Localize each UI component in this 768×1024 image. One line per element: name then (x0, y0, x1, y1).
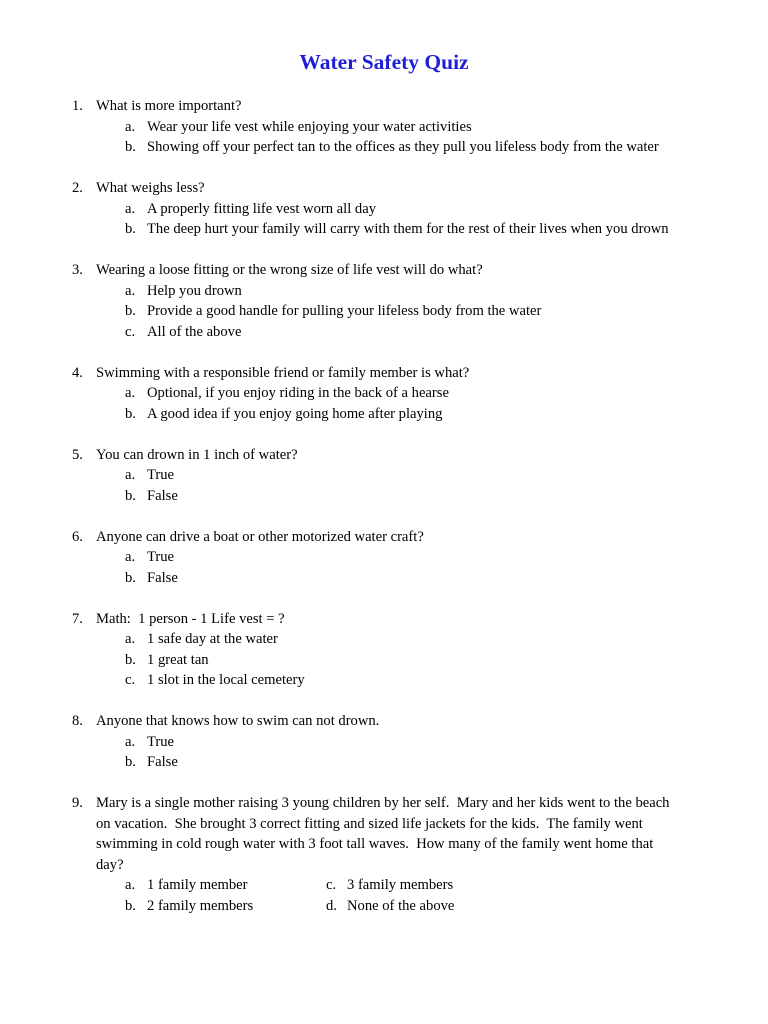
question-text-line: day? (96, 856, 124, 873)
option-text: A properly fitting life vest worn all day (147, 200, 376, 217)
quiz-title: Water Safety Quiz (299, 50, 469, 74)
answer-option (0, 219, 768, 240)
question-line (0, 260, 768, 281)
question-line (0, 814, 768, 835)
answer-option (0, 629, 768, 650)
question-line (0, 96, 768, 117)
option-letter: b. (125, 221, 136, 237)
question-text-line: on vacation. She brought 3 correct fitting and sized life jackets for the kids. The family went (96, 815, 643, 832)
option-letter: a. (125, 549, 136, 565)
option-text: False (147, 569, 178, 586)
question-1 (0, 96, 768, 158)
option-letter: b. (125, 651, 136, 668)
answer-option (0, 670, 768, 691)
option-text: True (147, 733, 175, 750)
option-text: Showing off your perfect tan to the offices as they pull you lifeless body from the water (147, 139, 659, 155)
answer-option (0, 322, 768, 343)
question-text: Anyone can drive a boat or other motorized water craft? (96, 528, 424, 545)
answer-option-row (0, 896, 768, 917)
question-text: You can drown in 1 inch of water? (96, 446, 298, 463)
option-text: All of the above (147, 323, 242, 340)
option-letter: a. (125, 467, 136, 483)
question-line (0, 855, 768, 876)
option-text: The deep hurt your family will carry with them for the rest of their lives when you drown (147, 221, 669, 237)
question-line (0, 527, 768, 548)
option-text: Wear your life vest while enjoying your water activities (147, 118, 472, 135)
answer-option (0, 465, 768, 486)
question-number: 3. (72, 262, 83, 278)
option-letter: a. (125, 200, 136, 217)
question-number: 6. (72, 528, 83, 545)
question-9 (0, 793, 768, 916)
answer-option (0, 547, 768, 568)
answer-option (0, 383, 768, 404)
option-letter: b. (125, 897, 136, 914)
option-text: None of the above (347, 897, 455, 914)
option-text: True (147, 549, 175, 565)
question-2 (0, 178, 768, 240)
answer-option (0, 301, 768, 322)
question-line (0, 363, 768, 384)
question-number: 1. (72, 98, 83, 114)
option-text: False (147, 754, 178, 770)
option-text: 3 family members (347, 877, 454, 893)
option-letter: b. (125, 405, 136, 422)
option-text: 2 family members (147, 897, 254, 914)
question-line (0, 711, 768, 732)
question-3 (0, 260, 768, 342)
option-letter: c. (125, 672, 136, 688)
question-line (0, 834, 768, 855)
answer-option (0, 650, 768, 671)
option-letter: a. (125, 118, 136, 135)
option-text: A good idea if you enjoy going home after playing (147, 405, 443, 422)
option-letter: a. (125, 733, 136, 750)
option-text: Provide a good handle for pulling your lifeless body from the water (147, 303, 542, 319)
question-5 (0, 445, 768, 507)
question-line (0, 178, 768, 199)
answer-option (0, 732, 768, 753)
question-number: 7. (72, 610, 83, 627)
option-letter: b. (125, 487, 136, 504)
answer-option (0, 486, 768, 507)
question-number: 2. (72, 180, 83, 196)
option-letter: a. (125, 282, 136, 299)
question-number: 5. (72, 446, 83, 463)
option-text: 1 safe day at the water (147, 631, 278, 647)
question-7 (0, 609, 768, 691)
option-letter: a. (125, 631, 136, 647)
answer-option (0, 117, 768, 138)
option-text: Help you drown (147, 282, 242, 299)
question-6 (0, 527, 768, 589)
question-text: Wearing a loose fitting or the wrong size of life vest will do what? (96, 262, 483, 278)
question-text: What is more important? (96, 98, 242, 114)
answer-option-row (0, 875, 768, 896)
question-list (0, 96, 768, 937)
option-text: Optional, if you enjoy riding in the back of a hearse (147, 385, 449, 401)
option-letter: a. (125, 385, 136, 401)
answer-option (0, 199, 768, 220)
option-letter: b. (125, 569, 136, 586)
option-text: 1 great tan (147, 651, 209, 668)
option-text: False (147, 487, 178, 504)
question-text: Anyone that knows how to swim can not drown. (96, 713, 380, 729)
question-8 (0, 711, 768, 773)
answer-option (0, 752, 768, 773)
question-line (0, 445, 768, 466)
option-text: 1 slot in the local cemetery (147, 672, 305, 688)
question-number: 4. (72, 364, 83, 381)
option-letter: a. (125, 877, 136, 893)
answer-option (0, 404, 768, 425)
question-text: Swimming with a responsible friend or family member is what? (96, 364, 470, 381)
question-line (0, 793, 768, 814)
option-letter: c. (326, 877, 337, 893)
option-letter: c. (125, 323, 136, 340)
question-text: What weighs less? (96, 180, 205, 196)
question-text-line: Mary is a single mother raising 3 young children by her self. Mary and her kids went to the beach (96, 795, 670, 811)
question-line (0, 609, 768, 630)
answer-option (0, 281, 768, 302)
option-letter: b. (125, 139, 136, 155)
option-letter: d. (326, 897, 337, 914)
question-text-line: swimming in cold rough water with 3 foot tall waves. How many of the family went home that (96, 836, 654, 852)
question-text: Math: 1 person - 1 Life vest = ? (96, 610, 285, 627)
question-number: 8. (72, 713, 83, 729)
question-4 (0, 363, 768, 425)
option-text: True (147, 467, 175, 483)
question-number: 9. (72, 795, 83, 811)
option-text: 1 family member (147, 877, 248, 893)
answer-option (0, 568, 768, 589)
option-letter: b. (125, 303, 136, 319)
option-letter: b. (125, 754, 136, 770)
answer-option (0, 137, 768, 158)
